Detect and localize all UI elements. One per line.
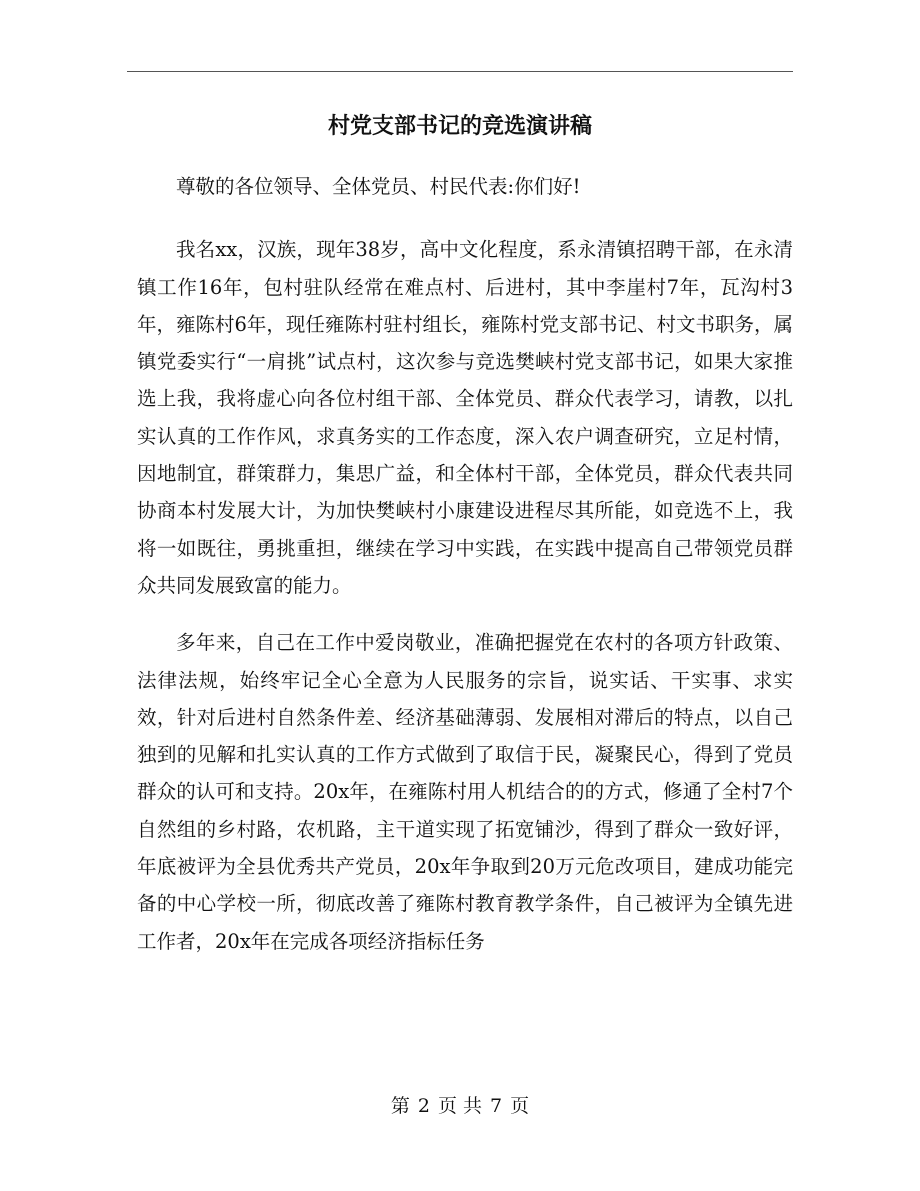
page-label-prefix: 第 [390,1095,410,1117]
salutation-paragraph: 尊敬的各位领导、全体党员、村民代表:你们好! [176,175,581,198]
page-label-mid: 页 共 [437,1095,483,1117]
total-pages-number: 7 [490,1095,503,1117]
body-paragraph-achievements: 多年来，自己在工作中爱岗敬业，准确把握党在农村的各项方针政策、法律法规，始终牢记全心全意为人民服务的宗旨，说实话、干实事、求实效，针对后进村自然条件差、经济基础薄弱、发展相对滞后的特点，以自己独到的见解和扎实认真的工作方式做到了取信于民，凝聚民心，得到了党员群众的认可和支持。20x年，在雍陈村用人机结合的的方式，修通了全村7个自然组的乡村路，农机路，主干道实现了拓宽铺沙，得到了群众一致好评，年底被评为全县优秀共产党员，20x年争取到20万元危改项目，建成功能完备的中心学校一所，彻底改善了雍陈村教育教学条件，自己被评为全镇先进工作者，20x年在完成各项经济指标任务 [137,631,793,953]
document-body [137,168,793,980]
body-paragraph-introduction: 我名xx，汉族，现年38岁，高中文化程度，系永清镇招聘干部，在永清镇工作16年，包村驻队经常在难点村、后进村，其中李崖村7年，瓦沟村3年，雍陈村6年，现任雍陈村驻村组长，雍陈村党支部书记、村文书职务，属镇党委实行“一肩挑”试点村，这次参与竞选樊峡村党支部书记，如果大家推选上我，我将虚心向各位村组干部、全体党员、群众代表学习，请教，以扎实认真的工作作风，求真务实的工作态度，深入农户调查研究，立足村情，因地制宜，群策群力，集思广益，和全体村干部，全体党员，群众代表共同协商本村发展大计，为加快樊峡村小康建设进程尽其所能，如竞选不上，我将一如既往，勇挑重担，继续在学习中实践，在实践中提高自己带领党员群众共同发展致富的能力。 [137,238,793,597]
header-rule [127,71,793,72]
page-label-suffix: 页 [510,1095,530,1117]
document-title: 村党支部书记的竞选演讲稿 [327,113,592,139]
page-footer [0,1091,920,1121]
current-page-number: 2 [417,1095,430,1117]
